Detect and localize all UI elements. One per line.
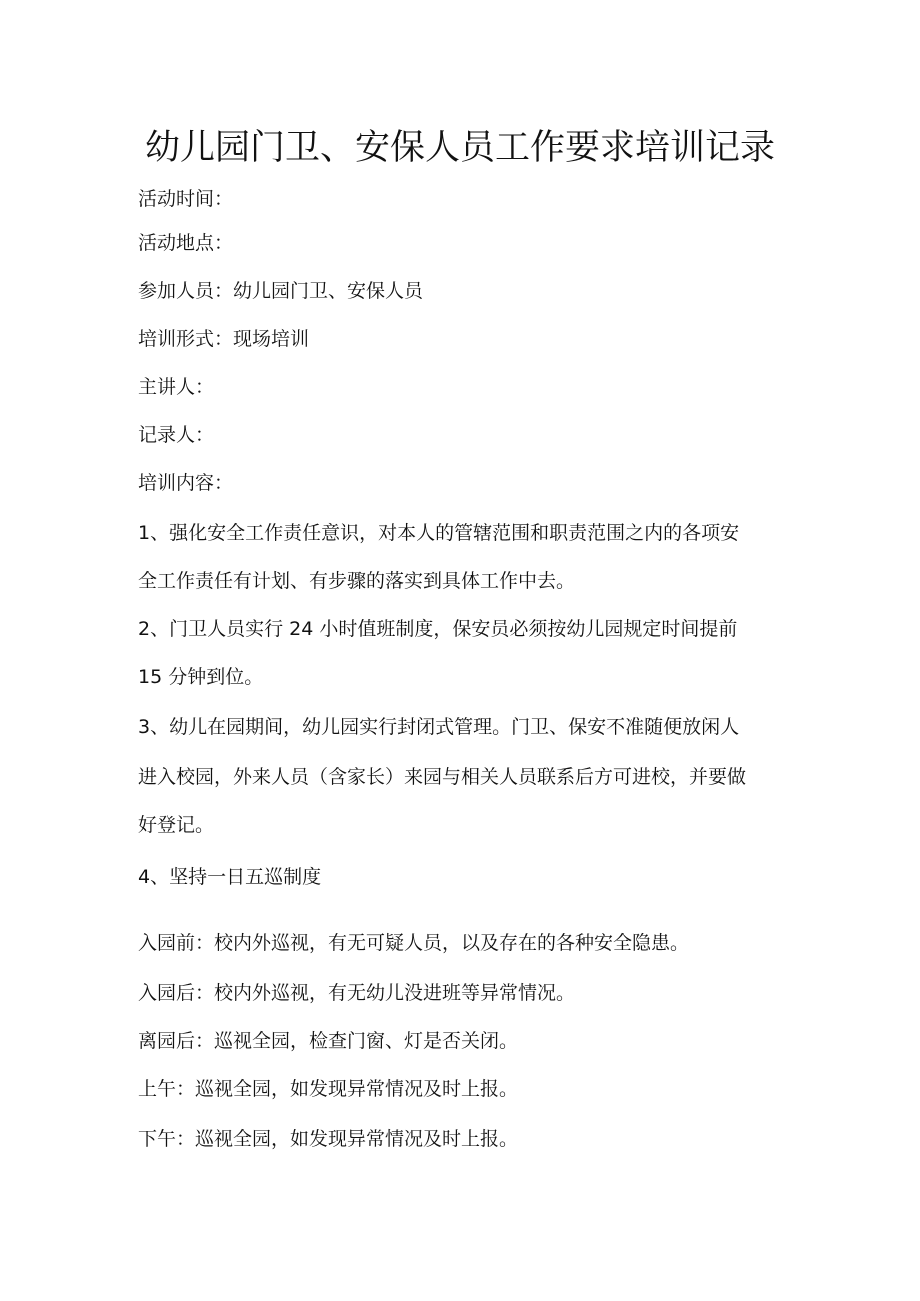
item-3-number: 3	[138, 716, 151, 738]
document-title: 幼儿园门卫、安保人员工作要求培训记录	[144, 128, 775, 168]
item-3-line-3: 好登记。	[138, 814, 215, 836]
patrol-after-arrival: 入园后：校内外巡视，有无幼儿没进班等异常情况。	[138, 982, 576, 1004]
patrol-afternoon: 下午：巡视全园，如发现异常情况及时上报。	[138, 1128, 519, 1150]
recorder-label: 记录人：	[138, 424, 215, 446]
item-2-line-1	[138, 616, 737, 642]
training-content-label: 培训内容：	[138, 472, 234, 494]
patrol-after-departure: 离园后：巡视全园，检查门窗、灯是否关闭。	[138, 1030, 519, 1052]
item-2-line-2	[138, 664, 263, 690]
item-1-line-1	[138, 520, 739, 546]
activity-place-label: 活动地点：	[138, 232, 234, 254]
item-3-line-1	[138, 714, 739, 740]
item-2-number: 2	[138, 618, 151, 640]
patrol-morning: 上午：巡视全园，如发现异常情况及时上报。	[138, 1078, 519, 1100]
training-form-line: 培训形式：现场培训	[138, 328, 310, 350]
item-3-line-2: 进入校园，外来人员（含家长）来园与相关人员联系后方可进校，并要做	[138, 766, 747, 788]
item-2-hours: 24	[289, 618, 314, 640]
item-1-line-2: 全工作责任有计划、有步骤的落实到具体工作中去。	[138, 570, 576, 592]
item-2-text-c: 分钟到位。	[162, 666, 264, 688]
item-1-number: 1	[138, 522, 151, 544]
speaker-label: 主讲人：	[138, 376, 215, 398]
item-4-line-1	[138, 864, 321, 890]
item-2-minutes: 15	[138, 666, 163, 688]
activity-time-label: 活动时间：	[138, 188, 234, 210]
item-4-number: 4	[138, 866, 151, 888]
item-2-text-a: 、门卫人员实行	[150, 618, 290, 640]
participants-line: 参加人员：幼儿园门卫、安保人员	[138, 280, 424, 302]
patrol-before-arrival: 入园前：校内外巡视，有无可疑人员，以及存在的各种安全隐患。	[138, 932, 690, 954]
item-4-text: 、坚持一日五巡制度	[150, 866, 322, 888]
item-3-text: 、幼儿在园期间，幼儿园实行封闭式管理。门卫、保安不准随便放闲人	[150, 716, 740, 738]
item-2-text-b: 小时值班制度，保安员必须按幼儿园规定时间提前	[313, 618, 738, 640]
item-1-text: 、强化安全工作责任意识，对本人的管辖范围和职责范围之内的各项安	[150, 522, 740, 544]
